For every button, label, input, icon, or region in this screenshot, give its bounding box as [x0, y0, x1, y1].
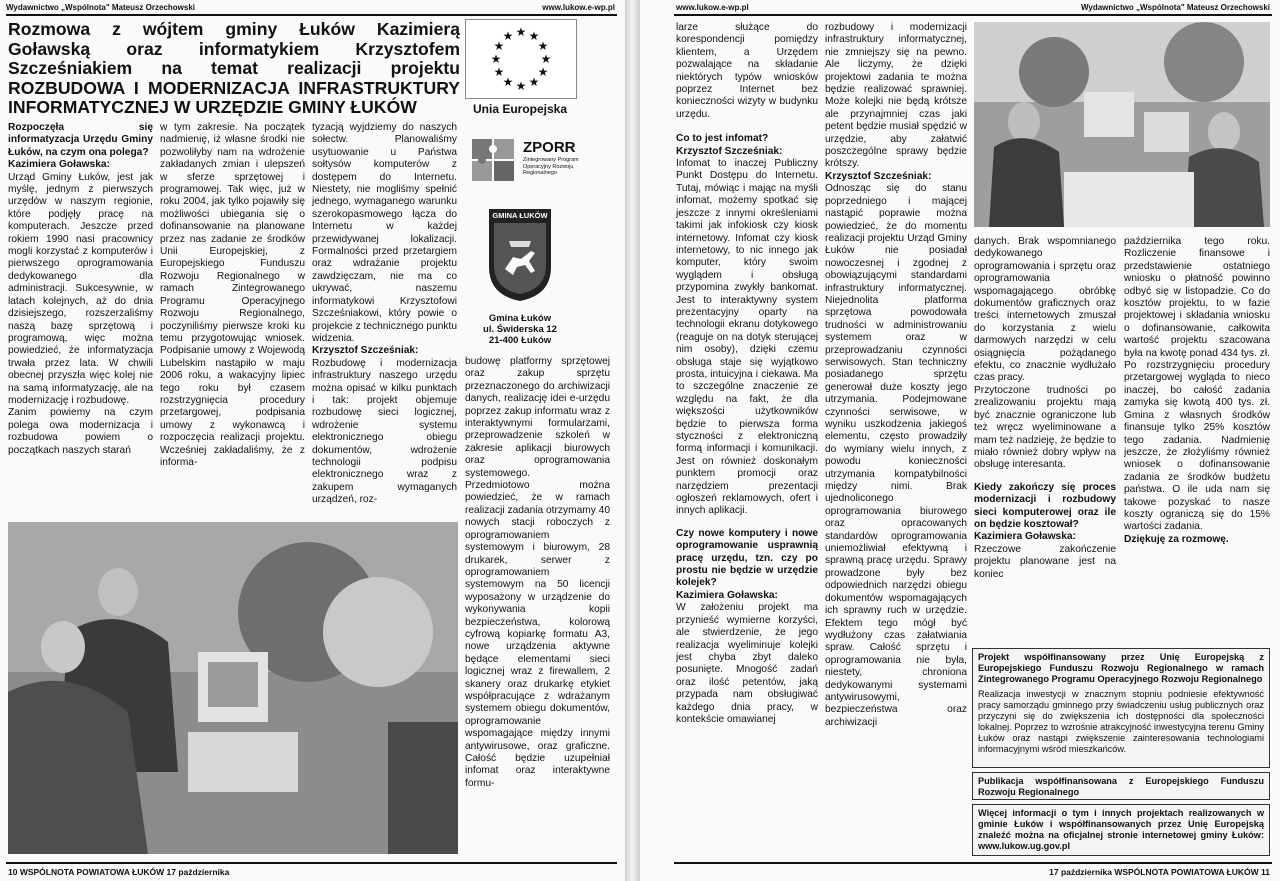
zporr-subtitle: Zintegrowany Program Operacyjny Rozwoju Regionalnego	[523, 157, 579, 176]
zporr-title: ZPORR	[523, 139, 576, 156]
column-text-2: Przytoczone trudności po zrealizowaniu projektu mają być znacznie ograniczone lub też wręcz wyeliminowane a mam też nadzieję, że będzie to miało również dobry wpływ na obsługę interesanta.	[974, 384, 1116, 471]
article-title: Rozmowa z wójtem gminy Łuków Kazimierą Goławską oraz informatykiem Krzysztofem Szcześniakiem na temat realizacji projektu ROZBUDOWA I MODERNIZACJA INFRASTRUKTURY INFORMATYCZNEJ W URZĘDZIE GMINY ŁUKÓW	[8, 19, 460, 117]
eu-stars-icon	[466, 20, 576, 98]
right-column-1	[676, 22, 818, 856]
column-text: budowę platformy sprzętowej oraz zakup sprzętu przeznaczonego do archiwizacji danych, realizację idei e-urzędu poprzez zakup informatu wraz z interaktywnymi formularzami, przeprowadzenie szkoleń w zakresie aplikacji biurowych oraz oprogramowania systemowego.	[465, 356, 610, 479]
header-publisher: Wydawnictwo „Wspólnota" Mateusz Orzechowski	[6, 3, 196, 12]
header-url: www.lukow.e-wp.pl	[542, 3, 615, 12]
speaker-golawska: Kazimiera Goławska:	[8, 159, 110, 171]
header-rule	[674, 14, 1272, 16]
svg-text:★: ★	[502, 75, 514, 89]
eu-flag	[465, 19, 577, 99]
footer-rule	[6, 862, 617, 864]
footer-rule	[674, 862, 1272, 864]
svg-text:★: ★	[493, 39, 505, 53]
svg-text:★: ★	[537, 65, 549, 79]
more-info-box: Więcej informacji o tym i innych projektach realizowanych w gminie Łuków i współfinansowanych przez Unię Europejską znaleźć można na oficjalnej stronie internetowej gminy Łuków: www.lukow.ug.gov.pl	[972, 804, 1270, 856]
header-url: www.lukow.e-wp.pl	[676, 3, 749, 12]
photo-image	[8, 522, 458, 854]
column-text-3: Rzeczowe zakończenie projektu planowane jest na koniec	[974, 543, 1116, 580]
speaker-golawska: Kazimiera Goławska:	[676, 589, 778, 601]
left-page	[0, 0, 625, 881]
header-rule	[6, 14, 617, 16]
speaker-szczesniak: Krzysztof Szcześniak:	[312, 345, 419, 357]
svg-text:★: ★	[515, 79, 527, 93]
right-column-3	[974, 236, 1116, 646]
address-line-2: ul. Świderska 12	[483, 324, 557, 335]
answer-text-2: Zanim powiemy na czym polega owa modernizacja i rozbudowa powiem o początkach naszych starań	[8, 407, 153, 456]
column-text: w tym zakresie. Na początek nadmienię, iż własne środki nie pozwoliłyby nam na wdrożenie zakładanych zmian i ulepszeń w sferze sprzętowej i programowej. Tak więc, już w roku 2004, jak tylko pojawiły się możliwości ubiegania się o dofinansowanie na planowane przez nas zadanie ze środków Unii Europejskiej, z Europejskiego Funduszu Rozwoju Regionalnego w ramach Zintegrowanego Programu Operacyjnego Rozwoju Regionalnego, poczyniliśmy pierwsze kroki ku temu przygotowując wniosek. Podpisanie umowy z Wojewodą Lubelskim nastąpiło w maju 2006 roku, a wakacyjny lipiec tego roku był czasem rozstrzygnięcia procedury przetargowej, podpisania umowy z wykonawcą i rozpoczęcia realizacji projektu. Wcześniej zakładaliśmy, że z informa-	[160, 122, 305, 468]
crest-icon	[487, 207, 553, 303]
footer: 17 października WSPÓLNOTA POWIATOWA ŁUKÓW 11	[1049, 867, 1270, 877]
speaker-golawska: Kazimiera Goławska:	[974, 531, 1076, 543]
column-text-2: Rozbudowę i modernizacja infrastruktury naszego urzędu można opisać w kilku punktach i tak: projekt objemuje rozbudowę sieci logicznej, wdrożenie systemu elektronicznego obiegu dokumentów, wdrożenie technologii podpisu elektronicznego wraz z zakupem wymaganych urządzeń, roz-	[312, 357, 457, 506]
column-text-2: Odnosząc się do stanu poprzedniego i mającej nastąpić poprawie można powiedzieć, że do momentu realizacji projektu Urząd Gminy Łuków nie posiadał nowoczesnej i zgodnej z obowiązującymi standardami infrastruktury informatycznej. Niejednolita platforma sprzętowa powodowała trudności w administrowaniu systemem oraz w przeprowadzaniu czynności serwisowych. Stan techniczny posiadanego sprzętu generował duże koszty jego utrzymania. Podejmowane czynności serwisowe, w wyniku uszkodzenia jakiegoś elementu, często prowadziły do wymiany wielu innych, z powodu konieczności utrzymania kompatybilności między nimi. Brak ujednoliconego oprogramowania biurowego oraz opracowanych standardów oprogramowania uniemożliwiał efektywną i sprawną pracę urzędu. Sprawy prowadzone były bez odpowiednich narzędzi obiegu dokumentów wspomagających ich sprawny ruch w urzędzie. Efektem tego mógł być wydłużony czas załatwiania spraw. Całość sprzętu i oprogramowania nie była, niestety, chroniona dedykowanymi systemami antywirusowymi, bezpieczeństwa oraz archiwizacji	[825, 183, 967, 728]
column-text-2: Infomat to inaczej Publiczny Punkt Dostępu do Internetu. Tutaj, mówiąc i mając na myśli infomat, możemy spotkać się jeszcze z innymi określeniami takimi jak infokiosk czy kiosk internetowy. Infomat czy kiosk internetowy, to nic innego jak komputer, który swoim wyglądem i obsługą przypomina zwykły bankomat. Jest to interaktywny system prezentacyjny oparty na technologii ekranu dotykowego (reaguje on na dotyk sterującej nim osoby), dzięki czemu obsługa staje się wyjątkowo prosta, intuicyjna i ciekawa. Ma to szczególne znaczenie ze względu na fakt, że dla większości użytkowników będzie to pierwsza forma styczności z elektroniczną formą informacji i komunikacji. Jest on również doskonałym punktem promocji oraz narzędziem prezentacji ogłoszeń reklamowych, ofert i innych aplikacji.	[676, 158, 818, 517]
address-line-1: Gmina Łuków	[488, 313, 552, 324]
gmina-crest	[487, 207, 553, 303]
svg-text:★: ★	[493, 65, 505, 79]
svg-text:★: ★	[490, 52, 502, 66]
column-text-2: Przedmiotowo można powiedzieć, że w ramach realizacji zadania otrzymamy 40 nowych stacji roboczych z oprogramowaniem systemowym i biurowym, 28 drukarek, serwer z oprogramowaniem systemowym na 50 licencji wyposażony w urządzenie do wykonywania kopii bezpieczeństwa, kolorową cyfrową kopiarkę formatu A3, nowe urządzenia aktywne będące elementami sieci logicznej wraz z firewallem, 2 skanery oraz drukarkę etykiet współpracujące z wdrażanym systemem obiegu dokumentów, oprogramowanie wspomagające między innymi antywirusowe, oraz graficzne. Całość będzie uzupełniał infomat oraz interaktywne formu-	[465, 480, 610, 789]
column-text: października tego roku. Rozliczenie finansowe i przedstawienie ostatniego wniosku o płatność powinno odbyć się w listopadzie. Co do kosztów projektu, to w fazie projektowej i składania wniosku o dofinansowanie, całkowita wartość projektu szacowana była na kwotę ponad 434 tys. zł. Po rozstrzygnięciu procedury przetargowej wygląda to nieco inaczej, bo całość zadania zamyka się kwotą 400 tys. zł. Gmina z własnych środków finansuje tylko 25% kosztów tego zadania. Nadmienię jeszcze, że złożyliśmy również wniosek o dofinansowanie zadania ze środków budżetu państwa. O ile uda nam się takowe pozyskać to nasze koszty ograniczą się do 15% wartości zadania.	[1124, 236, 1270, 533]
svg-text:★: ★	[528, 75, 540, 89]
right-column-4	[1124, 236, 1270, 646]
publication-box: Publikacja współfinansowana z Europejskiego Funduszu Rozwoju Regionalnego	[972, 772, 1270, 800]
cofinancing-box	[972, 648, 1270, 768]
column-text: larze służące do korespondencji pomiędzy klientem, a Urzędem pozwalające na składanie niektórych typów wniosków poprzez Internet bez konieczności wizyty w budynku urzędu.	[676, 22, 818, 120]
question-queues: Czy nowe komputery i nowe oprogramowanie usprawnią pracę urzędu, tzn. czy po prostu nie będzie w urzędzie kolejek?	[676, 527, 818, 589]
address-line-3: 21-400 Łuków	[488, 335, 552, 346]
cofinancing-box-text: Realizacja inwestycji w znacznym stopniu podniesie efektywność pracy samorządu gminnego przy świadczeniu usług publicznych oraz przyczyni się do zwiększenia ich dostępności dla społeczności lokalnej. Poprzez to wzrośnie atrakcyjność inwestycyjna terenu Gminy Łuków oraz nastąpi zwiększenie zainteresowania technologiami informacyjnymi wśród mieszkańców.	[978, 689, 1264, 754]
left-column-3	[312, 122, 457, 520]
page-gutter	[625, 0, 640, 881]
thanks-line: Dziękuję za rozmowę.	[1124, 533, 1229, 545]
question-1: Rozpoczęła się informatyzacja Urzędu Gminy Łuków, na czym ona polega?	[8, 122, 153, 158]
speaker-szczesniak: Krzysztof Szcześniak:	[676, 145, 783, 157]
speaker-szczesniak: Krzysztof Szcześniak:	[825, 170, 932, 182]
question-infomat: Co to jest infomat?	[676, 133, 769, 145]
left-column-2	[160, 122, 305, 520]
photo-office-workers	[974, 22, 1270, 227]
left-column-4	[465, 356, 610, 856]
cofinancing-box-title: Projekt współfinansowany przez Unię Europejską z Europejskiego Funduszu Rozwoju Regionalnego w ramach Zintegrowanego Programu Operacyjnego Rozwoju Regionalnego	[978, 652, 1264, 684]
answer-text: Urząd Gminy Łuków, jest jak myślę, jednym z pierwszych urzędów w naszym regionie, które podjęły pracę na komputerach. Jeszcze przed rokiem 1990 nasi pracownicy mogli korzystać z komputerów i pierwszego oprogramowania dedykowanego dla administracji. Sukcesywnie, w latach kolejnych, aż do dnia dzisiejszego, rozszerzaliśmy naszą bazę sprzętową i programową, więc można powiedzieć, że informatyzacja trwała przez lata. W chwili obecnej przyszła więc kolej nie na samą informatyzację, ale na modernizację i rozbudowę.	[8, 171, 153, 406]
zporr-logo	[468, 135, 578, 187]
svg-text:★: ★	[502, 29, 514, 43]
right-column-2	[825, 22, 967, 856]
photo-officials-at-computer	[8, 522, 458, 854]
column-text: rozbudowy i modernizacji infrastruktury informatycznej, nie zmniejszy się na pewno. Ale liczymy, że dzięki projektowi zadania te można będzie realizować sprawniej. Może kolejki nie będą krótsze ale przynajmniej czas jaki petent będzie musiał spędzić w urzędzie, aby załatwić poszczególne sprawy będzie krótszy.	[825, 22, 967, 170]
photo-image	[974, 22, 1270, 227]
left-column-1	[8, 122, 153, 520]
header-publisher: Wydawnictwo „Wspólnota" Mateusz Orzechowski	[1080, 3, 1270, 12]
right-page	[640, 0, 1280, 881]
svg-text:★: ★	[528, 29, 540, 43]
puzzle-icon	[468, 135, 518, 185]
svg-text:★: ★	[537, 39, 549, 53]
svg-text:★: ★	[515, 25, 527, 39]
question-completion: Kiedy zakończy się proces modernizacji i rozbudowy sieci komputerowej oraz ile on będzie kosztował?	[974, 481, 1116, 530]
crest-label: GMINA ŁUKÓW	[492, 211, 548, 220]
column-text-3: W założeniu projekt ma przynieść wymierne korzyści, ale stwierdzenie, że jego realizacja wyeliminuje kolejki jest chyba zbyt daleko posunięte. Mnogość zadań oraz ilość petentów, jaką przypada nam obsługiwać każdego dnia pracy, w kontekście omawianej	[676, 602, 818, 725]
gmina-address	[465, 313, 575, 346]
eu-label: Unia Europejska	[472, 102, 568, 116]
column-text: danych. Brak wspomnianego dedykowanego oprogramowania i sprzętu oraz oprogramowania wspomagającego obróbkę dokumentów graficznych oraz treści internetowych zmuszał do korzystania z wielu darmowych narzędzi w celu osiągnięcia pożądanego efektu, co znacznie wydłużało czas pracy.	[974, 236, 1116, 384]
footer: 10 WSPÓLNOTA POWIATOWA ŁUKÓW 17 października	[8, 867, 230, 877]
svg-text:★: ★	[540, 52, 552, 66]
column-text: tyzacją wyjdziemy do naszych sołectw. Planowaliśmy usytuowanie u Państwa sołtysów komputerów z dostępem do Internetu. Niestety, nie mogliśmy spełnić jednego, wymaganego warunku szerokopasmowego łącza do Internetu w każdej przewidywanej lokalizacji. Formalności przed przetargiem oraz wdrażanie projektu zawdzięczam, nie ma co ukrywać, naszemu informatykowi Krzysztofowi Szcześniakowi, który powie o projekcie z technicznego punktu widzenia.	[312, 122, 457, 344]
